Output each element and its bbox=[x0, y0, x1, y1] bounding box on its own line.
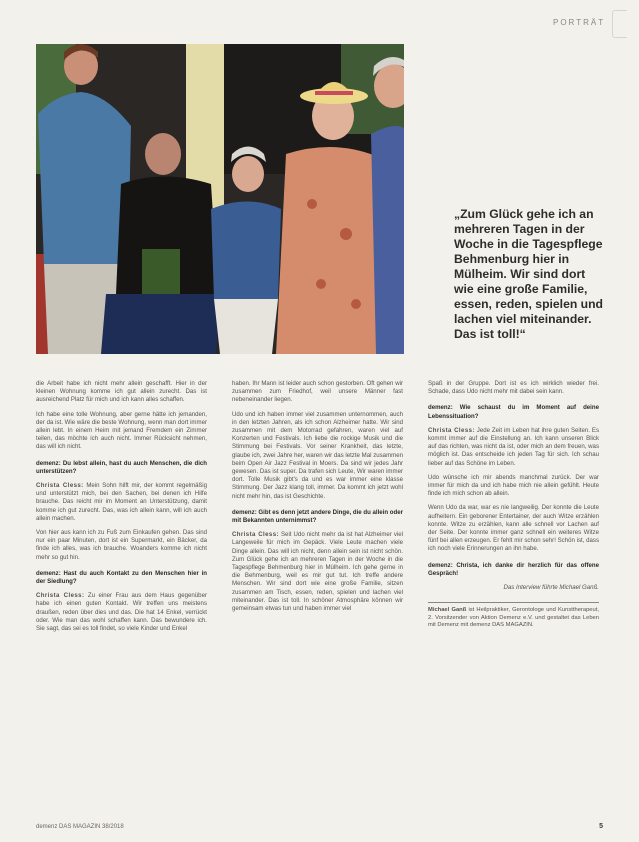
speaker-name: Christa Cless: bbox=[36, 592, 85, 600]
page-footer bbox=[36, 824, 603, 830]
column-1 bbox=[36, 380, 207, 639]
body-paragraph: Wenn Udo da war, war es nie langweilig. Der konnte die Leute aufheitern. Ein geborener Entertainer, der auch Witze erzählen konnte. Witze zu erzählen, kann alle schnell vor Lachen auf der Seite. Der konnte immer ganz schnell ein weiteres Witze fünf bei allen erzeugen. Er fehlt mir schon sehr! Schön ist, dass ich noch viele Erinnerungen an ihn habe. bbox=[428, 504, 599, 553]
body-paragraph: Udo und ich haben immer viel zusammen unternommen, auch in den letzten Jahren, als ich schon Alzheimer hatte. Wir sind zusammen mit dem Motorrad gefahren, waren viel auf Konzerten und Festivals. Ich liebe die rockige Musik und die Stimmung bei Festivals. Vor seiner Krankheit, das letzte, glaube ich, zwei Jahre her, waren wir das letzte Mal zusammen beim Open Air Jazz Festival in Moers. Da sind wir jedes Jahr gewesen. Das ist super. Da trafen sich Leute, Wir waren immer dort. Tolle Musik gibt's da und es war immer eine klasse Stimmung. Der Jazz klang toll, immer. Da kommt ich jetzt wohl nicht mehr hin, das ist Geschichte. bbox=[232, 410, 403, 500]
pull-quote: „Zum Glück gehe ich an mehreren Tagen in der Woche in die Tagespflege Behmenburg hier in Mülheim. Wir sind dort wie eine große Familie, essen, reden, spielen und lachen viel miteinander. Das ist toll!“ bbox=[454, 207, 604, 341]
body-paragraph: haben. Ihr Mann ist leider auch schon gestorben. Oft gehen wir zusammen zum Friedhof, weil unsere Männer fast nebeneinander liegen. bbox=[232, 380, 403, 404]
interview-signature: Das Interview führte Michael Ganß. bbox=[503, 584, 599, 592]
magazine-issue: demenz DAS MAGAZIN 38/2018 bbox=[36, 824, 124, 830]
body-paragraph: Udo wünsche ich mir abends manchmal zurück. Der war immer für mich da und ich habe mich nie allein gefühlt. Heute finde ich mich schon ab allein. bbox=[428, 473, 599, 498]
author-bio bbox=[428, 607, 599, 629]
column-3 bbox=[428, 380, 599, 635]
answer-text: Jede Zeit im Leben hat ihre guten Seiten. Es kommt immer auf die Einstellung an. Ich kann unseren Blick auf das richten, was nicht da ist, oder mich an dem freuen, was möglich ist. Das entscheide ich jeden Tag für sich. Ich schau lieber auf das Schöne im Leben. bbox=[428, 426, 600, 467]
speaker-name: Christa Cless: bbox=[232, 531, 279, 539]
body-paragraph: Ich habe eine tolle Wohnung, aber gerne hätte ich jemanden, der da ist. Wie wäre die beste Wohnung, wenn man dort immer allein lebt. In einem Heim mit jemand Fremdem ein Zimmer teilen, das möchte ich auch nicht. Immer Rücksicht nehmen, das will ich nicht. bbox=[36, 410, 207, 451]
interview-answer bbox=[36, 482, 207, 523]
answer-text: Mein Sohn hilft mir, der kommt regelmäßig und unterstützt mich, bei den Sachen, bei denen ich Hilfe brauche. Das reicht mir im Moment an Unterstützung, damit komme ich gut zurecht. Das, was ich allein kann, will ich auch allein machen. bbox=[36, 482, 207, 522]
answer-text: Zu einer Frau aus dem Haus gegenüber habe ich einen guten Kontakt. Wir treffen uns meistens draußen, reden über dies und das. Die hat 14 Enkel, verrückt oder. Wie man das wohl schaffen kann. Das bewundere ich. Sie sagt, das sei es toll findet, so viele Kinder und Enkel bbox=[36, 592, 207, 633]
speaker-name: Christa Cless: bbox=[428, 426, 475, 434]
author-name: Michael Ganß bbox=[428, 607, 467, 614]
body-paragraph: Von hier aus kann ich zu Fuß zum Einkaufen gehen. Das sind nur ein paar Minuten, dort ist ein Supermarkt, ein Bäcker, da finde ich alles, was ich brauche. Woanders komme ich nicht mehr so gut hin. bbox=[36, 529, 207, 561]
interview-answer bbox=[428, 427, 599, 468]
interview-question: demenz: Du lebst allein, hast du auch Menschen, die dich unterstützen? bbox=[36, 459, 207, 475]
section-label: PORTRÄT bbox=[553, 18, 606, 27]
interview-question: demenz: Christa, ich danke dir herzlich für das offene Gespräch! bbox=[428, 561, 599, 577]
bio-divider bbox=[428, 602, 599, 603]
answer-text: Seit Udo nicht mehr da ist hat Alzheimer viel Langeweile für mich im Gepäck. Viele Leute machen viele Dinge allein. Das will ich nicht, denn allein sein ist nicht schön. Zum Glück gehe ich an mehreren Tagen in der Woche in die Tagespflege Behmenburg hier in Mülheim. Ich gehe gerne in die Behmenburg, weil es mir gut tut. Ich treffe andere Menschen. Wir sind dort wie eine große Familie, sitzen zusammen am Tisch, essen, reden, spielen und lachen viel miteinander. Das ist toll. In schöner Atmosphäre können wir gemeinsam etwas tun und haben immer viel bbox=[232, 531, 403, 613]
interview-answer bbox=[36, 592, 207, 633]
page-corner-mark bbox=[612, 10, 627, 38]
interview-question: demenz: Hast du auch Kontakt zu den Menschen hier in der Siedlung? bbox=[36, 569, 207, 586]
interview-question: demenz: Gibt es denn jetzt andere Dinge, die du allein oder mit Bekannten unternimmst? bbox=[232, 508, 403, 525]
body-paragraph: Spaß in der Gruppe. Dort ist es ich wirklich wieder frei. Schade, dass Udo nicht mehr mit dabei sein kann. bbox=[428, 380, 599, 396]
body-paragraph: die Arbeit habe ich nicht mehr allein geschafft. Hier in der kleinen Wohnung komme ich gut allein zurecht. Das ist ausreichend Platz für mich und ich kann alles schaffen. bbox=[36, 380, 207, 404]
interview-question: demenz: Wie schaust du im Moment auf deine Lebenssituation? bbox=[428, 404, 599, 420]
interview-answer bbox=[232, 531, 403, 613]
group-photo bbox=[36, 44, 404, 354]
page-number: 5 bbox=[599, 823, 603, 830]
author-bio-text: ist Heilpraktiker, Gerontologe und Kunsttherapeut, 2. Vorsitzender von Aktion Demenz e.V. und gestaltet das Leben mit Demenz mit demenz DAS MAGAZIN. bbox=[428, 607, 599, 629]
column-2 bbox=[232, 380, 403, 619]
speaker-name: Christa Cless: bbox=[36, 482, 84, 490]
